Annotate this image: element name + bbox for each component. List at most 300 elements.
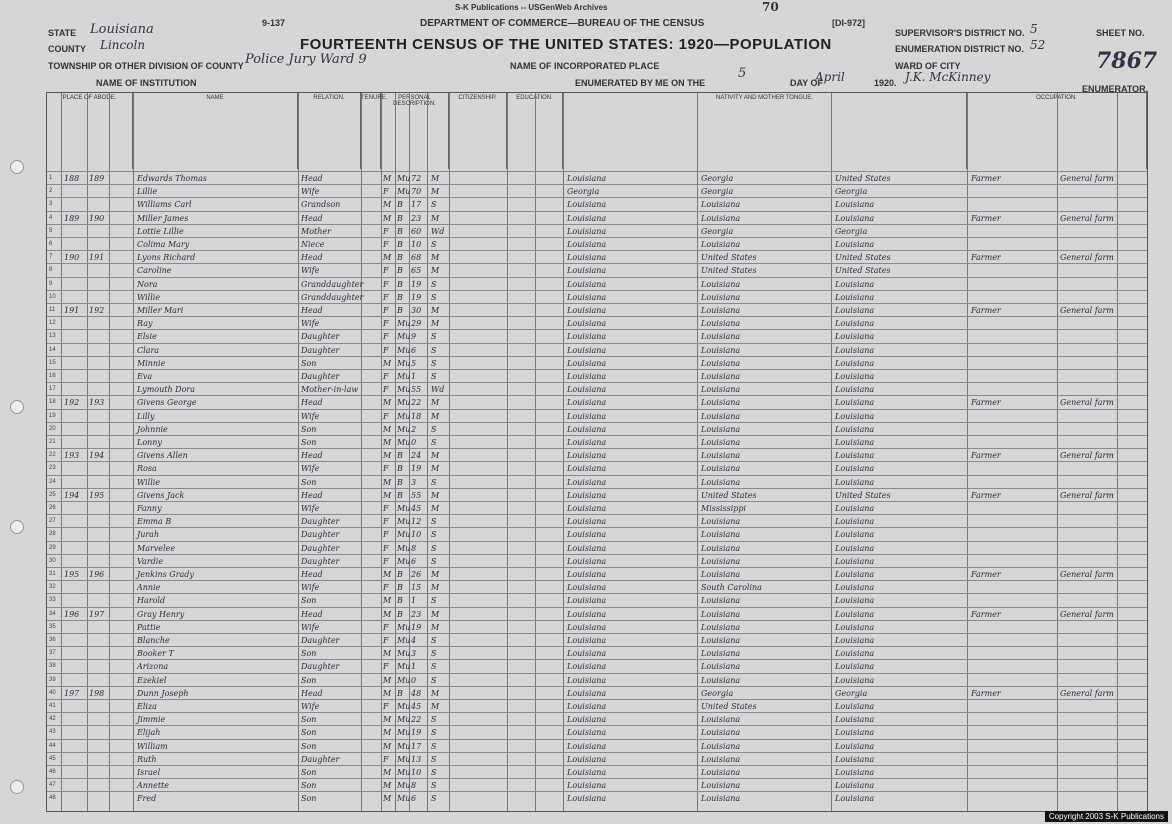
age: 60 [411, 226, 422, 236]
race: Mu [397, 649, 411, 659]
marital-status: M [431, 174, 440, 183]
row-number: 25 [49, 491, 56, 498]
col-header-citizenship: CITIZENSHIP. [449, 93, 507, 169]
race: Mu [397, 728, 411, 738]
age: 22 [411, 398, 422, 408]
marital-status: M [431, 609, 440, 619]
father-birthplace: United States [701, 253, 757, 263]
relation: Wife [301, 266, 320, 276]
sex: M [383, 688, 392, 698]
mother-birthplace: Louisiana [835, 675, 875, 685]
table-row [47, 673, 1147, 686]
person-name: Johnnie [137, 424, 168, 434]
father-birthplace: Louisiana [701, 477, 741, 487]
father-birthplace: Louisiana [701, 306, 741, 315]
birthplace: Louisiana [567, 292, 607, 302]
age: 1 [411, 596, 417, 606]
birthplace: Louisiana [567, 741, 607, 751]
birthplace: Louisiana [567, 490, 607, 500]
township-label: TOWNSHIP OR OTHER DIVISION OF COUNTY [48, 61, 244, 71]
race: Mu [397, 345, 411, 355]
sex: M [383, 424, 392, 434]
marital-status: S [431, 477, 437, 487]
mother-birthplace: Louisiana [835, 306, 875, 315]
birthplace: Louisiana [567, 372, 607, 381]
relation: Son [301, 358, 317, 368]
sex: M [383, 609, 392, 619]
table-row [47, 277, 1147, 290]
sex: M [383, 781, 392, 791]
race: B [397, 490, 403, 500]
age: 15 [411, 583, 422, 593]
race: B [397, 688, 403, 698]
col-header-relation: RELATION. [298, 93, 361, 169]
table-row [47, 290, 1147, 303]
row-number: 32 [49, 584, 56, 591]
sex: F [383, 464, 389, 474]
incorporated-label: NAME OF INCORPORATED PLACE [510, 61, 660, 71]
family-number: 197 [89, 609, 105, 619]
person-name: Rosa [137, 464, 157, 474]
table-row [47, 725, 1147, 738]
marital-status: Wd [431, 385, 445, 395]
sex: M [383, 715, 392, 725]
father-birthplace: Louisiana [701, 543, 741, 553]
relation: Son [301, 424, 317, 434]
marital-status: S [431, 556, 437, 566]
age: 72 [411, 174, 422, 183]
race: Mu [397, 702, 411, 711]
row-number: 30 [49, 557, 56, 564]
occupation: Farmer [971, 174, 1001, 183]
sex: M [383, 596, 392, 606]
marital-status: M [431, 490, 440, 500]
father-birthplace: Georgia [701, 174, 734, 183]
mother-birthplace: Louisiana [835, 213, 875, 223]
person-name: Israel [137, 768, 161, 777]
father-birthplace: Louisiana [701, 451, 741, 461]
age: 19 [411, 728, 422, 738]
race: Mu [397, 530, 411, 540]
father-birthplace: Louisiana [701, 398, 741, 408]
industry: General farm [1060, 213, 1114, 223]
father-birthplace: Louisiana [701, 240, 741, 249]
relation: Wife [301, 504, 320, 513]
age: 8 [411, 781, 417, 791]
person-name: Ezekiel [137, 675, 167, 685]
relation: Granddaughter [301, 279, 364, 289]
person-name: Miller Mari [137, 306, 184, 315]
person-name: Givens Allen [137, 451, 188, 461]
dwelling-number: 191 [64, 306, 80, 315]
family-number: 196 [89, 570, 105, 579]
relation: Wife [301, 583, 320, 593]
mother-birthplace: Louisiana [835, 754, 875, 764]
age: 55 [411, 490, 422, 500]
age: 1 [411, 662, 417, 672]
birthplace: Louisiana [567, 688, 607, 698]
table-row [47, 395, 1147, 408]
enumerated-day: 5 [738, 66, 747, 81]
mother-birthplace: Louisiana [835, 451, 875, 461]
relation: Daughter [301, 530, 340, 540]
row-number: 38 [49, 663, 56, 670]
row-number: 45 [49, 755, 56, 762]
birthplace: Louisiana [567, 543, 607, 553]
race: Mu [397, 556, 411, 566]
age: 45 [411, 504, 422, 513]
marital-status: S [431, 636, 437, 645]
dwelling-number: 189 [64, 213, 80, 223]
row-number: 43 [49, 729, 56, 736]
sex: M [383, 451, 392, 461]
age: 65 [411, 266, 422, 276]
row-number: 20 [49, 425, 56, 432]
race: Mu [397, 781, 411, 791]
relation: Daughter [301, 556, 340, 566]
binder-hole [10, 780, 24, 794]
sex: F [383, 279, 389, 289]
row-number: 27 [49, 518, 56, 525]
page-number: 70 [762, 0, 779, 14]
mother-birthplace: Louisiana [835, 570, 875, 579]
person-name: Minnie [137, 358, 166, 368]
father-birthplace: Louisiana [701, 794, 741, 804]
mother-birthplace: Georgia [835, 688, 868, 698]
marital-status: S [431, 530, 437, 540]
mother-birthplace: Louisiana [835, 728, 875, 738]
sex: F [383, 583, 389, 593]
race: Mu [397, 424, 411, 434]
table-row [47, 554, 1147, 567]
row-number: 19 [49, 412, 56, 419]
sex: M [383, 200, 392, 210]
table-row [47, 316, 1147, 329]
relation: Head [301, 213, 323, 223]
person-name: William [137, 741, 168, 751]
sex: M [383, 174, 392, 183]
relation: Son [301, 675, 317, 685]
sex: M [383, 794, 392, 804]
marital-status: M [431, 464, 440, 474]
census-table [46, 92, 1148, 812]
person-name: Marvelee [137, 543, 176, 553]
relation: Head [301, 398, 323, 408]
race: B [397, 292, 403, 302]
age: 30 [411, 306, 422, 315]
table-row [47, 448, 1147, 461]
father-birthplace: Georgia [701, 226, 734, 236]
mother-birthplace: Louisiana [835, 702, 875, 711]
marital-status: M [431, 411, 440, 421]
person-name: Willie [137, 477, 161, 487]
relation: Niece [301, 240, 325, 249]
marital-status: M [431, 319, 440, 329]
occupation: Farmer [971, 490, 1001, 500]
day-of-label: DAY OF [790, 78, 824, 88]
sheet-label: SHEET NO. [1096, 28, 1145, 38]
race: B [397, 213, 403, 223]
dwelling-number: 196 [64, 609, 80, 619]
age: 9 [411, 332, 417, 342]
age: 6 [411, 556, 417, 566]
row-number: 35 [49, 623, 56, 630]
mother-birthplace: Louisiana [835, 662, 875, 672]
sex: F [383, 556, 389, 566]
father-birthplace: Louisiana [701, 754, 741, 764]
person-name: Emma B [137, 517, 172, 527]
person-name: Lyons Richard [137, 253, 196, 263]
relation: Head [301, 451, 323, 461]
race: Mu [397, 517, 411, 527]
birthplace: Louisiana [567, 385, 607, 395]
age: 18 [411, 411, 422, 421]
relation: Head [301, 253, 323, 263]
table-row [47, 580, 1147, 593]
row-number: 48 [49, 795, 56, 802]
mother-birthplace: Louisiana [835, 438, 875, 447]
sex: F [383, 636, 389, 645]
table-row [47, 541, 1147, 554]
enumerated-label: ENUMERATED BY ME ON THE [575, 78, 706, 88]
birthplace: Louisiana [567, 451, 607, 461]
table-row [47, 752, 1147, 765]
father-birthplace: Louisiana [701, 517, 741, 527]
person-name: Jenkins Grady [137, 570, 194, 579]
relation: Wife [301, 319, 320, 329]
table-row [47, 382, 1147, 395]
birthplace: Louisiana [567, 424, 607, 434]
birthplace: Louisiana [567, 583, 607, 593]
age: 29 [411, 319, 422, 329]
table-row [47, 197, 1147, 210]
birthplace: Louisiana [567, 530, 607, 540]
industry: General farm [1060, 451, 1114, 461]
person-name: Jimmie [137, 715, 166, 725]
birthplace: Louisiana [567, 675, 607, 685]
state-value: Louisiana [90, 22, 154, 37]
race: Mu [397, 358, 411, 368]
age: 22 [411, 715, 422, 725]
sheet-value: 7867 [1096, 48, 1158, 74]
page-title: FOURTEENTH CENSUS OF THE UNITED STATES: 1920—POPULATION [300, 36, 832, 53]
person-name: Nora [137, 279, 158, 289]
person-name: Elijah [137, 728, 161, 738]
enum-district-label: ENUMERATION DISTRICT NO. [895, 44, 1024, 54]
birthplace: Louisiana [567, 226, 607, 236]
mother-birthplace: Louisiana [835, 345, 875, 355]
table-row [47, 765, 1147, 778]
row-number: 11 [49, 307, 56, 313]
marital-status: M [431, 504, 440, 513]
row-number: 12 [49, 320, 56, 327]
occupation: Farmer [971, 570, 1001, 579]
family-number: 189 [89, 174, 105, 183]
mother-birthplace: Louisiana [835, 279, 875, 289]
relation: Wife [301, 702, 320, 711]
copyright-footer: Copyright 2003 S-K Publications [1045, 811, 1168, 822]
mother-birthplace: Louisiana [835, 332, 875, 342]
person-name: Harold [137, 596, 166, 606]
mother-birthplace: United States [835, 253, 891, 263]
row-number: 16 [49, 373, 56, 379]
form-code: [DI-972] [832, 18, 866, 28]
race: Mu [397, 543, 411, 553]
table-row [47, 211, 1147, 224]
father-birthplace: Mississippi [701, 504, 747, 513]
person-name: Lymouth Dora [137, 385, 195, 395]
father-birthplace: Louisiana [701, 781, 741, 791]
mother-birthplace: Louisiana [835, 530, 875, 540]
department-heading: DEPARTMENT OF COMMERCE—BUREAU OF THE CENSUS [420, 18, 705, 29]
marital-status: S [431, 728, 437, 738]
age: 23 [411, 609, 422, 619]
mother-birthplace: Georgia [835, 187, 868, 197]
table-row [47, 527, 1147, 540]
birthplace: Louisiana [567, 662, 607, 672]
table-row [47, 699, 1147, 712]
row-number: 7 [49, 254, 53, 261]
row-number: 37 [49, 650, 56, 657]
person-name: Fred [137, 794, 157, 804]
row-number: 24 [49, 478, 56, 485]
mother-birthplace: Louisiana [835, 636, 875, 645]
race: Mu [397, 636, 411, 645]
table-row [47, 646, 1147, 659]
marital-status: S [431, 662, 437, 672]
age: 70 [411, 187, 422, 197]
person-name: Gray Henry [137, 609, 185, 619]
row-number: 42 [49, 716, 56, 723]
sex: F [383, 372, 389, 381]
mother-birthplace: Louisiana [835, 622, 875, 632]
relation: Mother-in-law [301, 385, 359, 395]
row-number: 46 [49, 769, 56, 775]
sex: F [383, 543, 389, 553]
sex: F [383, 332, 389, 342]
mother-birthplace: Louisiana [835, 649, 875, 659]
sex: F [383, 345, 389, 355]
race: B [397, 226, 403, 236]
relation: Grandson [301, 200, 341, 210]
father-birthplace: Louisiana [701, 279, 741, 289]
father-birthplace: Georgia [701, 187, 734, 197]
person-name: Ray [137, 319, 153, 329]
sex: F [383, 266, 389, 276]
dwelling-number: 193 [64, 451, 80, 461]
dwelling-number: 194 [64, 490, 80, 500]
col-header-personal: PERSONAL DESCRIPTION. [381, 93, 449, 169]
table-row [47, 514, 1147, 527]
person-name: Pattie [137, 622, 161, 632]
person-name: Edwards Thomas [137, 174, 207, 183]
birthplace: Louisiana [567, 345, 607, 355]
marital-status: M [431, 702, 440, 711]
row-number: 15 [49, 359, 56, 366]
row-number: 3 [49, 201, 53, 208]
row-number: 6 [49, 241, 53, 247]
marital-status: S [431, 794, 437, 804]
table-row [47, 250, 1147, 263]
form-number: 9-137 [262, 18, 286, 28]
person-name: Eliza [137, 702, 157, 711]
row-number: 47 [49, 782, 56, 789]
sex: F [383, 226, 389, 236]
birthplace: Louisiana [567, 728, 607, 738]
person-name: Willie [137, 292, 161, 302]
mother-birthplace: Louisiana [835, 768, 875, 777]
marital-status: S [431, 649, 437, 659]
age: 68 [411, 253, 422, 263]
table-row [47, 329, 1147, 342]
relation: Granddaughter [301, 292, 364, 302]
mother-birthplace: United States [835, 490, 891, 500]
row-number: 39 [49, 676, 56, 683]
family-number: 190 [89, 213, 105, 223]
table-row [47, 488, 1147, 501]
table-row [47, 461, 1147, 474]
race: Mu [397, 675, 411, 685]
table-row [47, 422, 1147, 435]
father-birthplace: Louisiana [701, 200, 741, 210]
ward-label: WARD OF CITY [895, 61, 961, 71]
sex: M [383, 728, 392, 738]
father-birthplace: Louisiana [701, 345, 741, 355]
age: 19 [411, 292, 422, 302]
relation: Head [301, 609, 323, 619]
relation: Head [301, 570, 323, 579]
father-birthplace: Louisiana [701, 636, 741, 645]
father-birthplace: Louisiana [701, 411, 741, 421]
table-row [47, 343, 1147, 356]
person-name: Colima Mary [137, 240, 190, 249]
father-birthplace: Georgia [701, 688, 734, 698]
father-birthplace: United States [701, 702, 757, 711]
table-row [47, 633, 1147, 646]
race: Mu [397, 504, 411, 513]
marital-status: S [431, 517, 437, 527]
sex: M [383, 358, 392, 368]
marital-status: S [431, 781, 437, 791]
sex: M [383, 253, 392, 263]
sex: M [383, 213, 392, 223]
race: B [397, 451, 403, 461]
father-birthplace: Louisiana [701, 464, 741, 474]
year-label: 1920. [874, 78, 897, 88]
supervisor-value: 5 [1030, 22, 1038, 36]
mother-birthplace: United States [835, 174, 891, 183]
age: 8 [411, 543, 417, 553]
relation: Daughter [301, 754, 340, 764]
father-birthplace: Louisiana [701, 662, 741, 672]
relation: Daughter [301, 332, 340, 342]
sex: F [383, 622, 389, 632]
marital-status: M [431, 253, 440, 263]
father-birthplace: Louisiana [701, 424, 741, 434]
birthplace: Louisiana [567, 332, 607, 342]
birthplace: Louisiana [567, 411, 607, 421]
race: Mu [397, 622, 411, 632]
sex: F [383, 504, 389, 513]
dwelling-number: 197 [64, 688, 80, 698]
race: B [397, 253, 403, 263]
row-number: 36 [49, 637, 56, 643]
row-number: 31 [49, 571, 56, 577]
age: 26 [411, 570, 422, 579]
row-number: 44 [49, 742, 56, 749]
marital-status: M [431, 570, 440, 579]
sex: M [383, 398, 392, 408]
